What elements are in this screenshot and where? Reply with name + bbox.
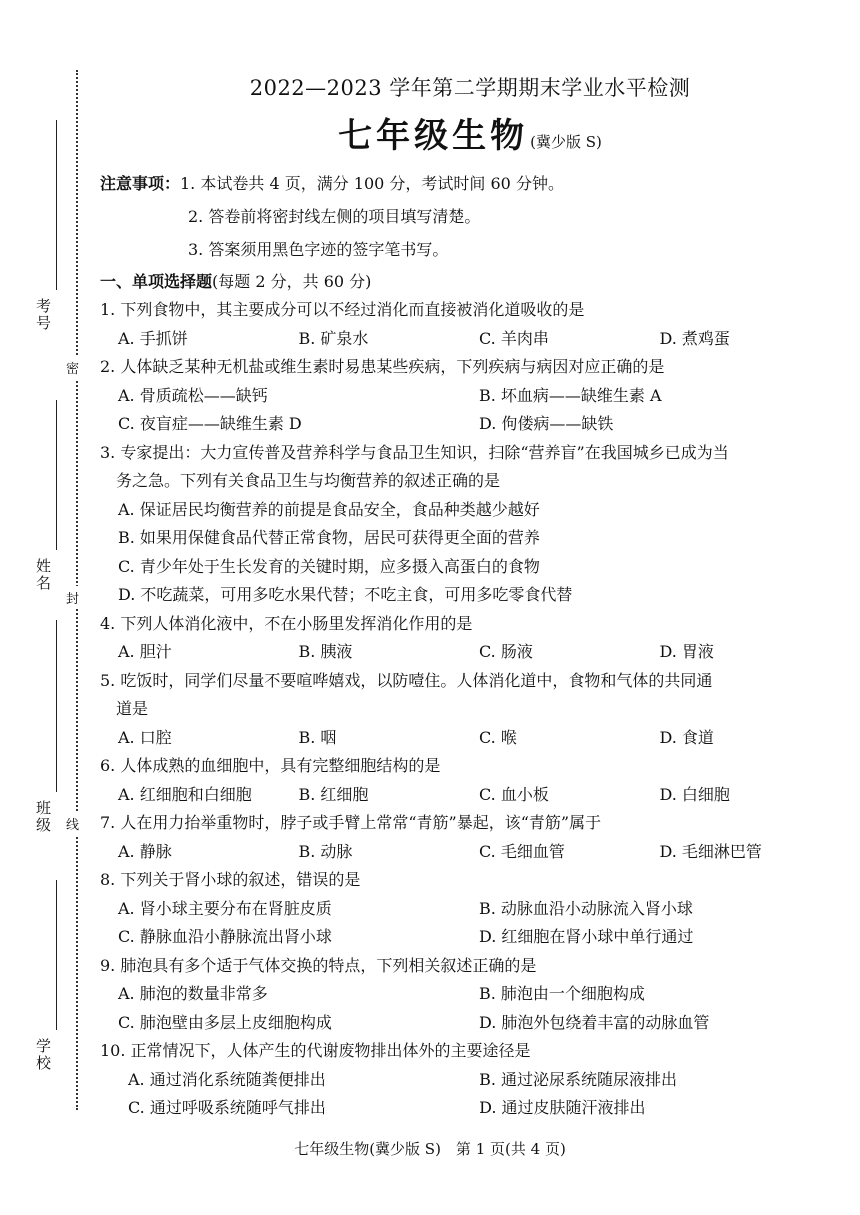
question-stem: 10. 正常情况下，人体产生的代谢废物排出体外的主要途径是: [100, 1041, 531, 1060]
option-c[interactable]: C. 喉: [479, 727, 517, 747]
question-stem: 9. 肺泡具有多个适于气体交换的特点，下列相关叙述正确的是: [100, 955, 537, 975]
edition-label: (冀少版 S): [530, 133, 602, 151]
option-d[interactable]: D. 煮鸡蛋: [659, 328, 730, 348]
question-stem: 3. 专家提出：大力宣传普及营养科学与食品卫生知识，扫除“营养盲”在我国城乡已成为当: [100, 442, 729, 462]
seal-char-feng: 封: [66, 586, 79, 609]
question-7: [100, 809, 840, 866]
binding-margin: [0, 0, 100, 1215]
instructions-label: 注意事项：: [100, 174, 181, 193]
option-a[interactable]: A. 静脉: [118, 841, 172, 861]
subject-heading: [100, 108, 840, 157]
name-label: 姓名: [36, 557, 52, 592]
option-a[interactable]: A. 口腔: [118, 727, 172, 747]
question-3: [100, 439, 840, 610]
option-a[interactable]: A. 胆汁: [118, 642, 172, 661]
instruction-item: 3. 答案须用黑色字迹的签字笔书写。: [188, 240, 449, 259]
option-a[interactable]: A. 肺泡的数量非常多: [118, 984, 268, 1003]
question-stem-cont: 道是: [116, 699, 149, 718]
option-b[interactable]: B. 坏血病——缺维生素 A: [479, 385, 662, 405]
question-stem: 1. 下列食物中，其主要成分可以不经过消化而直接被消化道吸收的是: [100, 300, 585, 319]
question-stem: 7. 人在用力抬举重物时，脖子或手臂上常常“青筋”暴起，该“青筋”属于: [100, 813, 602, 832]
question-stem-cont: 务之急。下列有关食品卫生与均衡营养的叙述正确的是: [116, 471, 501, 490]
question-9: [100, 952, 840, 1038]
section-heading: [100, 268, 840, 296]
option-c[interactable]: C. 血小板: [479, 784, 549, 804]
option-c[interactable]: C. 羊肉串: [479, 328, 549, 348]
option-b[interactable]: B. 如果用保健食品代替正常食物，居民可获得更全面的营养: [118, 528, 540, 547]
option-d[interactable]: D. 毛细淋巴管: [659, 841, 762, 861]
question-stem: 2. 人体缺乏某种无机盐或维生素时易患某些疾病，下列疾病与病因对应正确的是: [100, 357, 665, 376]
question-5: [100, 667, 840, 753]
option-c[interactable]: C. 肺泡壁由多层上皮细胞构成: [118, 1012, 332, 1032]
option-a[interactable]: A. 肾小球主要分布在肾脏皮质: [118, 898, 332, 918]
option-d[interactable]: D. 食道: [659, 727, 714, 747]
question-stem: 5. 吃饭时，同学们尽量不要喧哗嬉戏，以防噎住。人体消化道中，食物和气体的共同通: [100, 670, 713, 690]
option-d[interactable]: D. 白细胞: [659, 784, 730, 804]
option-c[interactable]: C. 夜盲症——缺维生素 D: [118, 414, 302, 433]
option-b[interactable]: B. 胰液: [298, 642, 353, 661]
school-label: 学校: [36, 1037, 52, 1072]
option-d[interactable]: D. 佝偻病——缺铁: [479, 414, 614, 433]
option-a[interactable]: A. 骨质疏松——缺钙: [118, 385, 268, 405]
instruction-item: 1. 本试卷共 4 页，满分 100 分，考试时间 60 分钟。: [180, 174, 564, 193]
option-c[interactable]: C. 毛细血管: [479, 841, 565, 861]
question-6: [100, 752, 840, 809]
exam-number-label: 考号: [36, 297, 52, 332]
option-c[interactable]: C. 肠液: [479, 642, 533, 661]
question-stem: 8. 下列关于肾小球的叙述，错误的是: [100, 870, 361, 889]
exam-content: [100, 72, 840, 1123]
option-c[interactable]: C. 青少年处于生长发育的关键时期，应多摄入高蛋白的食物: [118, 556, 540, 576]
question-1: [100, 296, 840, 353]
option-b[interactable]: B. 矿泉水: [298, 328, 369, 348]
question-4: [100, 610, 840, 667]
option-a[interactable]: A. 红细胞和白细胞: [118, 784, 252, 804]
page-footer: 七年级生物(冀少版 S) 第 1 页(共 4 页): [294, 1140, 566, 1158]
option-b[interactable]: B. 肺泡由一个细胞构成: [479, 984, 645, 1003]
option-b[interactable]: B. 咽: [298, 727, 337, 747]
option-b[interactable]: B. 通过泌尿系统随尿液排出: [479, 1069, 678, 1089]
seal-char-mi: 密: [66, 356, 79, 379]
option-c[interactable]: C. 通过呼吸系统随呼气排出: [128, 1098, 326, 1117]
option-d[interactable]: D. 不吃蔬菜，可用多吃水果代替；不吃主食，可用多吃零食代替: [118, 585, 573, 604]
section-note: (每题 2 分，共 60 分): [212, 272, 372, 291]
question-stem: 6. 人体成熟的血细胞中，具有完整细胞结构的是: [100, 756, 441, 775]
question-8: [100, 866, 840, 952]
option-b[interactable]: B. 红细胞: [298, 784, 369, 804]
class-label: 班级: [36, 799, 52, 834]
option-a[interactable]: A. 通过消化系统随粪便排出: [128, 1069, 326, 1089]
subject-title: 七年级生物: [338, 116, 529, 156]
option-b[interactable]: B. 动脉: [298, 841, 353, 861]
seal-char-xian: 线: [66, 812, 79, 835]
instruction-item: 2. 答卷前将密封线左侧的项目填写清楚。: [188, 207, 481, 226]
section-title: 一、单项选择题: [100, 272, 213, 291]
option-d[interactable]: D. 胃液: [659, 642, 714, 661]
option-c[interactable]: C. 静脉血沿小静脉流出肾小球: [118, 927, 332, 946]
question-10: [100, 1037, 840, 1123]
instructions: [100, 167, 840, 266]
option-a[interactable]: A. 保证居民均衡营养的前提是食品安全，食品种类越少越好: [118, 499, 540, 519]
question-2: [100, 353, 840, 439]
option-d[interactable]: D. 肺泡外包绕着丰富的动脉血管: [479, 1012, 710, 1032]
option-d[interactable]: D. 通过皮肤随汗液排出: [479, 1098, 646, 1117]
exam-title: 2022—2023 学年第二学期期末学业水平检测: [249, 76, 691, 100]
option-d[interactable]: D. 红细胞在肾小球中单行通过: [479, 927, 694, 946]
question-stem: 4. 下列人体消化液中，不在小肠里发挥消化作用的是: [100, 613, 473, 633]
option-b[interactable]: B. 动脉血沿小动脉流入肾小球: [479, 898, 693, 918]
option-a[interactable]: A. 手抓饼: [118, 328, 188, 348]
